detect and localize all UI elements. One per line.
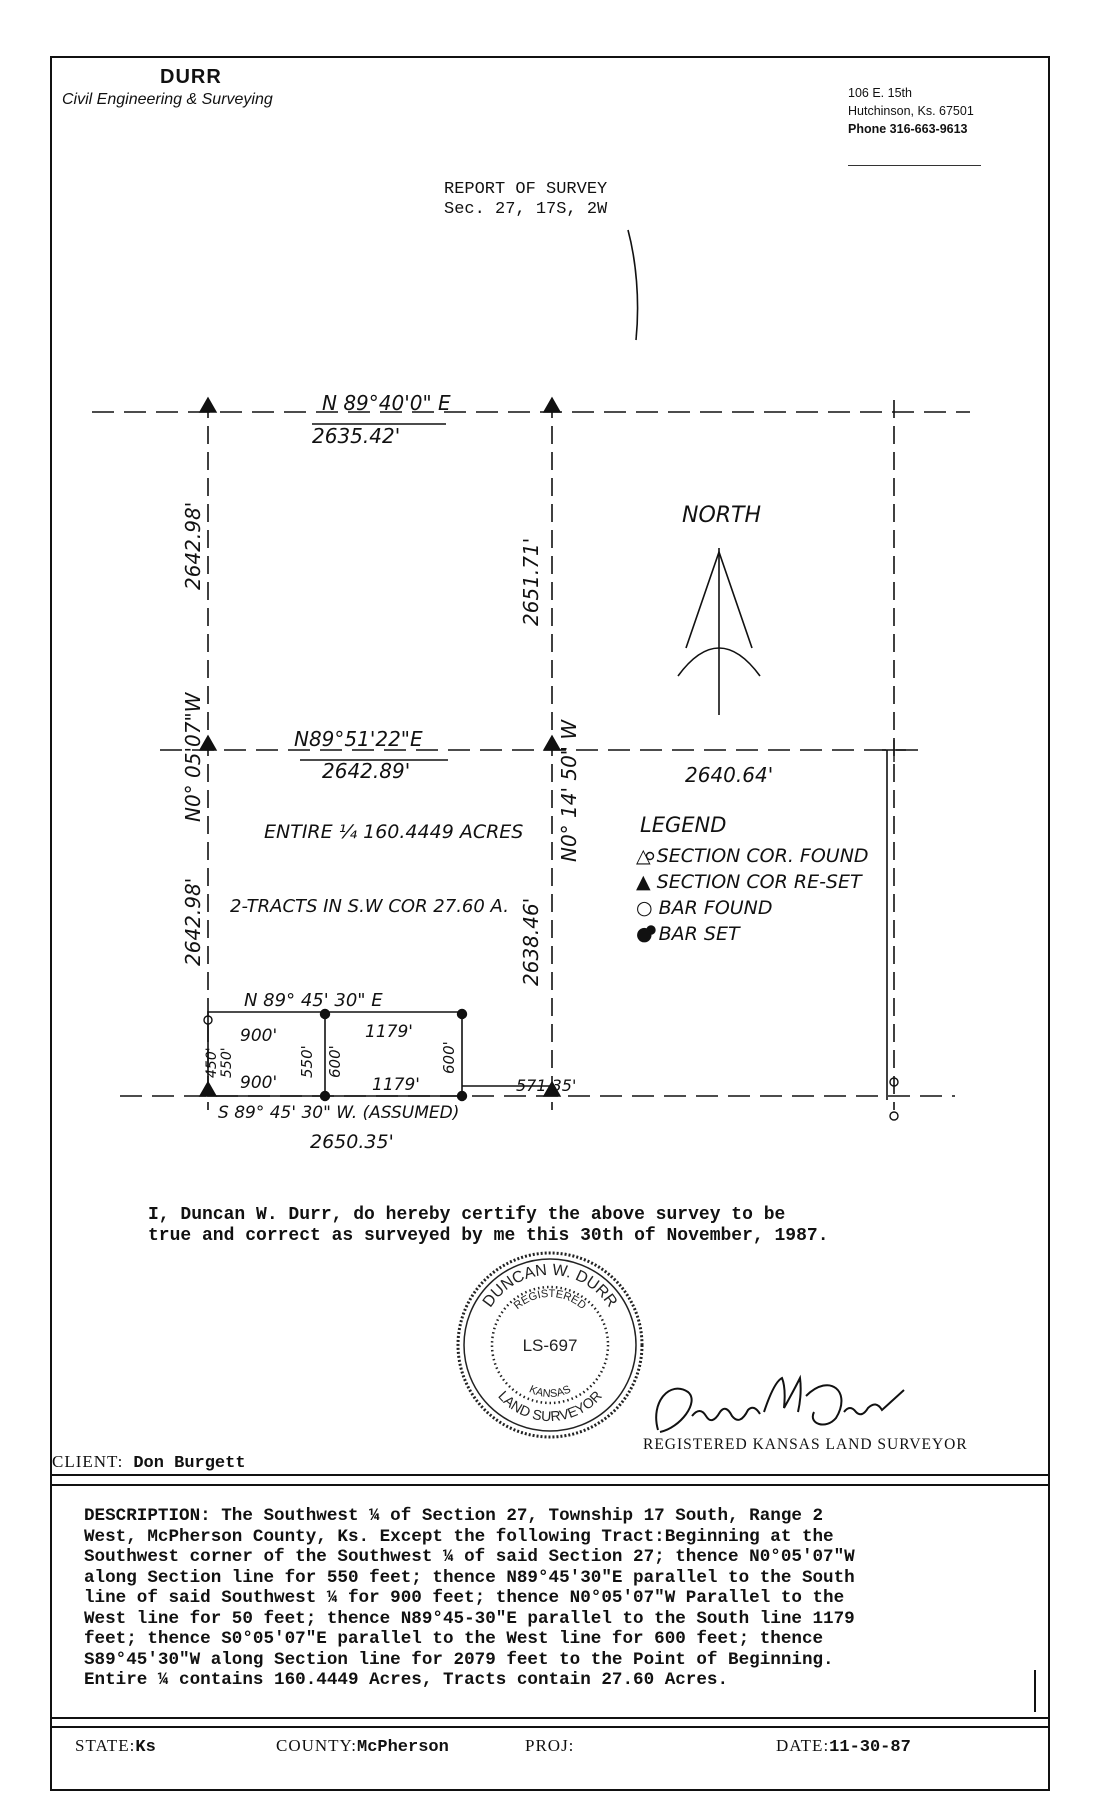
bearing-bottom: S 89° 45' 30" W. (ASSUMED) [218, 1103, 460, 1123]
surveyor-seal [450, 1245, 650, 1445]
desc-line: line of said Southwest ¼ for 900 feet; thence N0°05'07"W Parallel to the [84, 1588, 845, 1608]
bearing-mid: N89°51'22"E [294, 727, 423, 751]
footer-rule-bottom [52, 1726, 1048, 1728]
county-value: McPherson [357, 1738, 449, 1757]
dist-1179-top: 1179' [365, 1022, 413, 1042]
dist-mid-left: 2642.89' [322, 759, 411, 783]
address-line-1: 106 E. 15th [848, 86, 912, 100]
dist-bottom: 2650.35' [310, 1131, 394, 1153]
seal-title: LAND SURVEYOR [495, 1387, 605, 1425]
signature-name: Duncan W Durr [640, 1372, 647, 1373]
legend-item-1: △ SECTION COR. FOUND [636, 845, 869, 867]
bar-found-2 [890, 1112, 898, 1120]
dist-top: 2635.42' [312, 424, 401, 448]
dist-450: 450' [204, 1047, 220, 1078]
bar-set-3 [321, 1092, 330, 1101]
bearing-center: N0° 14' 50" W [557, 719, 581, 862]
company-subtitle: Civil Engineering & Surveying [62, 91, 273, 108]
svg-text:KANSAS [527, 1383, 572, 1400]
certification [148, 1205, 829, 1247]
desc-line: along Section line for 550 feet; thence N89°45'30"E parallel to the South [84, 1567, 855, 1588]
dist-600: 600' [326, 1045, 344, 1078]
client-label: CLIENT: [52, 1452, 124, 1471]
county-label: COUNTY: [276, 1736, 357, 1755]
bearing-top: N 89°40'0" E [322, 391, 451, 415]
report-title-text: REPORT OF SURVEY [444, 180, 608, 199]
entire-quarter-text: ENTIRE ¼ 160.4449 ACRES [264, 821, 524, 843]
dist-550: 550' [219, 1047, 235, 1078]
client-row [52, 1452, 246, 1473]
bar-set-4 [458, 1092, 467, 1101]
dist-900-top: 900' [240, 1026, 278, 1046]
corner-marker-sw [200, 1082, 216, 1096]
dist-mid-right: 2640.64' [685, 763, 774, 787]
footer-proj [525, 1736, 574, 1757]
bearing-left: N0° 05'07"W [181, 692, 205, 822]
desc-line: Southwest corner of the Southwest ¼ of said Section 27; thence N0°05'07"W [84, 1547, 855, 1567]
dist-600-right: 600' [440, 1041, 458, 1074]
report-section: Sec. 27, 17S, 2W [444, 200, 608, 219]
dist-left-lower: 2642.98' [181, 877, 205, 966]
certification-line-2: true and correct as surveyed by me this 30th of November, 1987. [148, 1226, 829, 1246]
client-value: Don Burgett [133, 1454, 246, 1473]
dist-900-bottom: 900' [240, 1073, 278, 1093]
legal-description [84, 1506, 1044, 1691]
title-pointer-line [628, 230, 638, 340]
description-bracket [1034, 1670, 1036, 1712]
company-name: DURR [160, 66, 222, 88]
desc-line: West, McPherson County, Ks. Except the following Tract:Beginning at the [84, 1526, 834, 1547]
date-value: 11-30-87 [829, 1738, 911, 1757]
desc-line: Entire ¼ contains 160.4449 Acres, Tracts contain 27.60 Acres. [84, 1670, 729, 1690]
bar-set-2 [458, 1010, 467, 1019]
desc-line: DESCRIPTION: The Southwest ¼ of Section 27, Township 17 South, Range 2 [84, 1506, 824, 1526]
date-label: DATE: [776, 1736, 830, 1755]
legend-item-2: ▲ SECTION COR RE-SET [636, 871, 862, 893]
tracts-text: 2-TRACTS IN S.W COR 27.60 A. [230, 896, 509, 917]
state-value: Ks [135, 1738, 156, 1757]
address-line-2: Hutchinson, Ks. 67501 [848, 104, 974, 118]
client-rule-top [52, 1474, 1048, 1476]
signature [640, 1372, 910, 1442]
corner-marker-nw [200, 398, 216, 412]
seal-registered: REGISTERED [511, 1287, 589, 1313]
dist-1179-bottom: 1179' [372, 1075, 420, 1095]
seal-license-number: LS-697 [522, 1336, 578, 1355]
desc-line: feet; thence S0°05'07"E parallel to the West line for 600 feet; thence [84, 1629, 824, 1649]
bearing-tract: N 89° 45' 30" E [244, 990, 383, 1011]
client-rule-bottom [52, 1484, 1048, 1486]
dist-550-inner: 550' [298, 1045, 316, 1078]
svg-text:REGISTERED [512, 1288, 589, 1312]
dist-center-lower: 2638.46' [519, 897, 543, 986]
dist-center-upper: 2651.71' [519, 537, 543, 626]
north-label: NORTH [682, 503, 762, 528]
legend-item-4: ● BAR SET [636, 923, 740, 945]
state-label: STATE: [75, 1736, 136, 1755]
footer-state [75, 1736, 156, 1757]
dist-left-upper: 2642.98' [181, 501, 205, 590]
proj-label: PROJ: [525, 1736, 575, 1755]
desc-line: West line for 50 feet; thence N89°45-30"E parallel to the South line 1179 [84, 1608, 855, 1629]
footer-date [776, 1736, 911, 1757]
desc-line: S89°45'30"W along Section line for 2079 feet to the Point of Beginning. [84, 1649, 834, 1670]
footer-rule-top [52, 1717, 1048, 1719]
footer-county [276, 1736, 449, 1757]
legend-title: LEGEND [640, 813, 727, 837]
certification-line-1: I, Duncan W. Durr, do hereby certify the above survey to be [148, 1205, 786, 1225]
dist-571: 571.35' [516, 1076, 577, 1095]
surveyor-label: REGISTERED KANSAS LAND SURVEYOR [643, 1436, 968, 1453]
svg-text:DUNCAN W. DURR [480, 1262, 620, 1311]
legend-item-3: ○ BAR FOUND [636, 897, 773, 919]
corner-marker-n [544, 398, 560, 412]
seal-name: DUNCAN W. DURR [479, 1261, 621, 1311]
seal-state: KANSAS [527, 1383, 573, 1401]
phone-number: Phone 316-663-9613 [848, 122, 968, 136]
